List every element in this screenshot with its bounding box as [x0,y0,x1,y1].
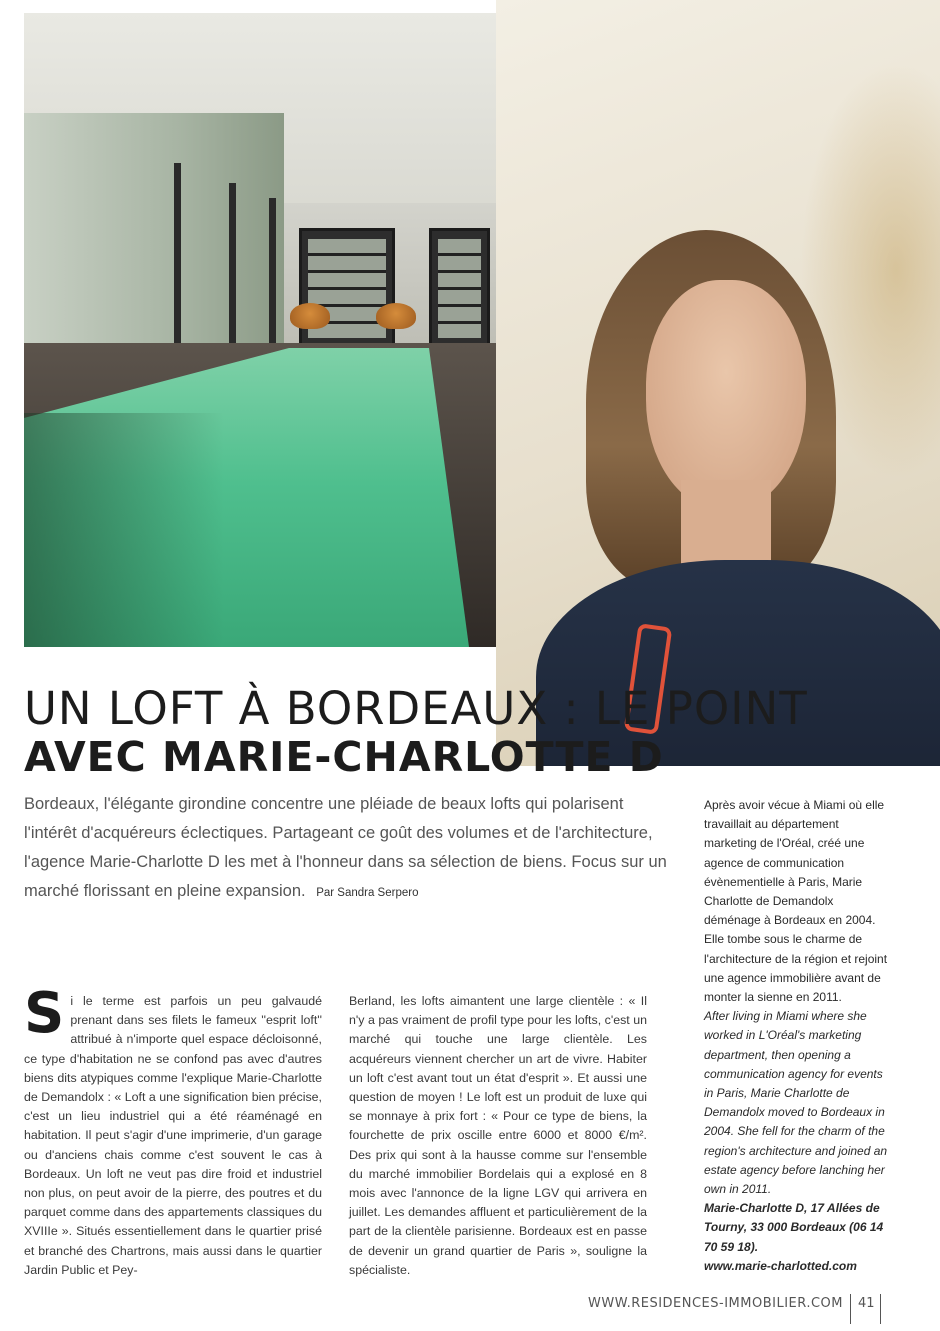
indoor-pool-photo [24,13,496,647]
article-headline [24,684,808,782]
body-column-1-text: i le terme est parfois un peu galvaudé prenant dans ses filets le fameux ''esprit loft'' attribué à n'importe quel espace décloisonné, ce type d'habitation ne se confond pas avec d'autres biens dits atypiques comme l'explique Marie-Charlotte de Demandolx : « Loft a une signification bien précise, c'est un lieu industriel qui a été réaménagé en habitation. Il peut s'agir d'une imprimerie, d'un garage ou d'anciens chais comme c'est souvent le cas à Bordeaux. Un loft ne veut pas dire froid et industriel non plus, on peut avoir de la pierre, des poutres et du parquet comme dans des appartements classiques du XVIIIe ». Situés essentiellement dans le quartier prisé et branché des Chartrons, mais aussi dans le quartier Jardin Public et Pey- [24,994,322,1277]
headline-line-1: UN LOFT À BORDEAUX : LE POINT [24,682,808,735]
intro-text: Bordeaux, l'élégante girondine concentre une pléiade de beaux lofts qui polarisent l'intérêt d'acquéreurs éclectiques. Partageant ce goût des volumes et de l'architecture, l'agence Marie-Charlotte D les met à l'honneur dans sa sélection de biens. Focus sur un marché florissant en pleine expansion. [24,795,667,900]
portrait-photo [496,0,940,766]
article-intro [24,790,680,908]
body-column-2-text: Berland, les lofts aimantent une large clientèle : « Il n'y a pas vraiment de profil type pour les lofts, c'est un marché qui touche une large clientèle. Les acquéreurs viennent chercher un art de vivre. Habiter un loft c'est avant tout un état d'esprit ». Et aussi une question de moyen ! Le loft est un produit de luxe qui se monnaye à prix fort : « Pour ce type de biens, la fourchette de prix oscille entre 6000 et 8000 €/m². Des prix qui sont à la hausse comme sur l'ensemble du marché immobilier Bordelais qui a explosé en 8 mois avec l'annonce de la ligne LGV qui arrivera en juillet. Les demandes affluent et particulièrement de la part de la clientèle parisienne. Bordeaux est en passe de devenir un grand quartier de Paris », souligne la spécialiste. [349,994,647,1277]
drop-cap: S [24,981,65,1046]
body-column-2 [349,992,647,1280]
footer-divider [850,1294,851,1324]
body-column-1 [24,981,322,1280]
bio-sidebar [704,796,890,1276]
headline-line-2: AVEC MARIE-CHARLOTTE D [24,733,664,781]
website-link[interactable]: www.marie-charlotted.com [704,1258,857,1273]
bio-english: After living in Miami where she worked in L'Oréal's marketing department, then opening a communication agency for events in Paris, Marie Charlotte de Demandolx moved to Bordeaux in 2004. She fell for the charm of the region's architecture and joined an estate agency before lanching her own in 2011. [704,1009,888,1197]
byline: Par Sandra Serpero [316,887,419,899]
footer-divider-right [880,1294,881,1324]
page-number: 41 [858,1296,875,1311]
bio-french: Après avoir vécue à Miami où elle travaillait au département marketing de l'Oréal, créé une agence de communication évènementielle à Paris, Marie Charlotte de Demandolx déménage à Bordeaux en 2004. Elle tombe sous le charme de l'architecture de la région et rejoint une agence immobilière avant de monter la sienne en 2011. [704,798,888,1005]
footer-website: WWW.RESIDENCES-IMMOBILIER.COM [588,1296,843,1311]
contact-info: Marie-Charlotte D, 17 Allées de Tourny, 33 000 Bordeaux (06 14 70 59 18). [704,1201,884,1254]
